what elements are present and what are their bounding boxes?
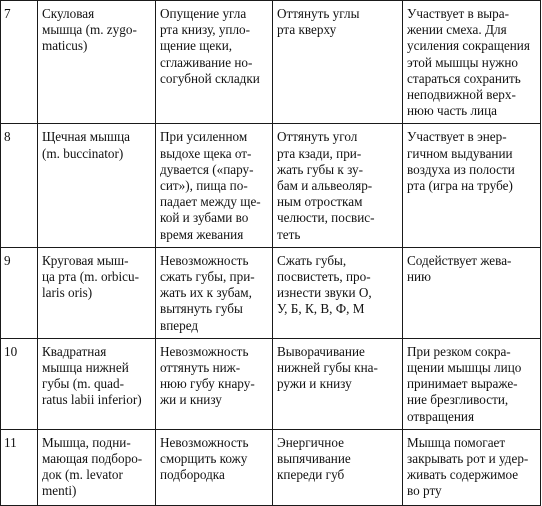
table-row xyxy=(1,247,541,338)
dysfunction-cell: Опущение угла рта книзу, упло- щение щеки, сглаживание но- согубной складки xyxy=(156,1,273,124)
dysfunction-cell: Невозможность сморщить кожу подбородка xyxy=(156,429,273,505)
test-cell: Сжать губы, посвистеть, про- изнести звуки О, У, Б, К, В, Ф, М xyxy=(273,247,403,338)
role-cell: Участвует в энер- гичном выдувании воздуха из полости рта (игра на трубе) xyxy=(403,124,541,247)
role-cell: Содействует жева- нию xyxy=(403,247,541,338)
role-cell: При резком сокра- щении мышцы лицо принимает выраже- ние брезгливости, отвращения xyxy=(403,338,541,429)
muscle-name-cell: Квадратная мышца нижней губы (m. quad- ratus labii inferior) xyxy=(38,338,156,429)
dysfunction-cell: При усиленном выдохе щека от- дувается («пару- сит»), пища по- падает между ще- кой и зубами во время жевания xyxy=(156,124,273,247)
role-cell: Мышца помогает закрывать рот и удер- живать содержимое во рту xyxy=(403,429,541,505)
row-number: 8 xyxy=(1,124,38,247)
test-cell: Выворачивание нижней губы кна- ружи и книзу xyxy=(273,338,403,429)
table-row xyxy=(1,338,541,429)
muscle-name-cell: Круговая мыш- ца рта (m. orbicu- laris oris) xyxy=(38,247,156,338)
role-cell: Участвует в выра- жении смеха. Для усиления сокращения этой мышцы нужно стараться сохранить неподвижной верх- нюю часть лица xyxy=(403,1,541,124)
muscle-name-cell: Мышца, подни- мающая подборо- док (m. levator menti) xyxy=(38,429,156,505)
dysfunction-cell: Невозможность оттянуть ниж- нюю губу кнару- жи и книзу xyxy=(156,338,273,429)
table-row xyxy=(1,1,541,124)
table-row xyxy=(1,429,541,505)
row-number: 9 xyxy=(1,247,38,338)
test-cell: Энергичное выпячивание кпереди губ xyxy=(273,429,403,505)
muscle-name-cell: Щечная мышца (m. buccinator) xyxy=(38,124,156,247)
row-number: 7 xyxy=(1,1,38,124)
row-number: 11 xyxy=(1,429,38,505)
test-cell: Оттянуть углы рта кверху xyxy=(273,1,403,124)
dysfunction-cell: Невозможность сжать губы, при- жать их к зубам, вытянуть губы вперед xyxy=(156,247,273,338)
test-cell: Оттянуть угол рта кзади, при- жать губы к зу- бам и альвеоляр- ным отросткам челюсти, посвис- теть xyxy=(273,124,403,247)
table-row xyxy=(1,124,541,247)
muscle-name-cell: Скуловая мышца (m. zygo- maticus) xyxy=(38,1,156,124)
row-number: 10 xyxy=(1,338,38,429)
